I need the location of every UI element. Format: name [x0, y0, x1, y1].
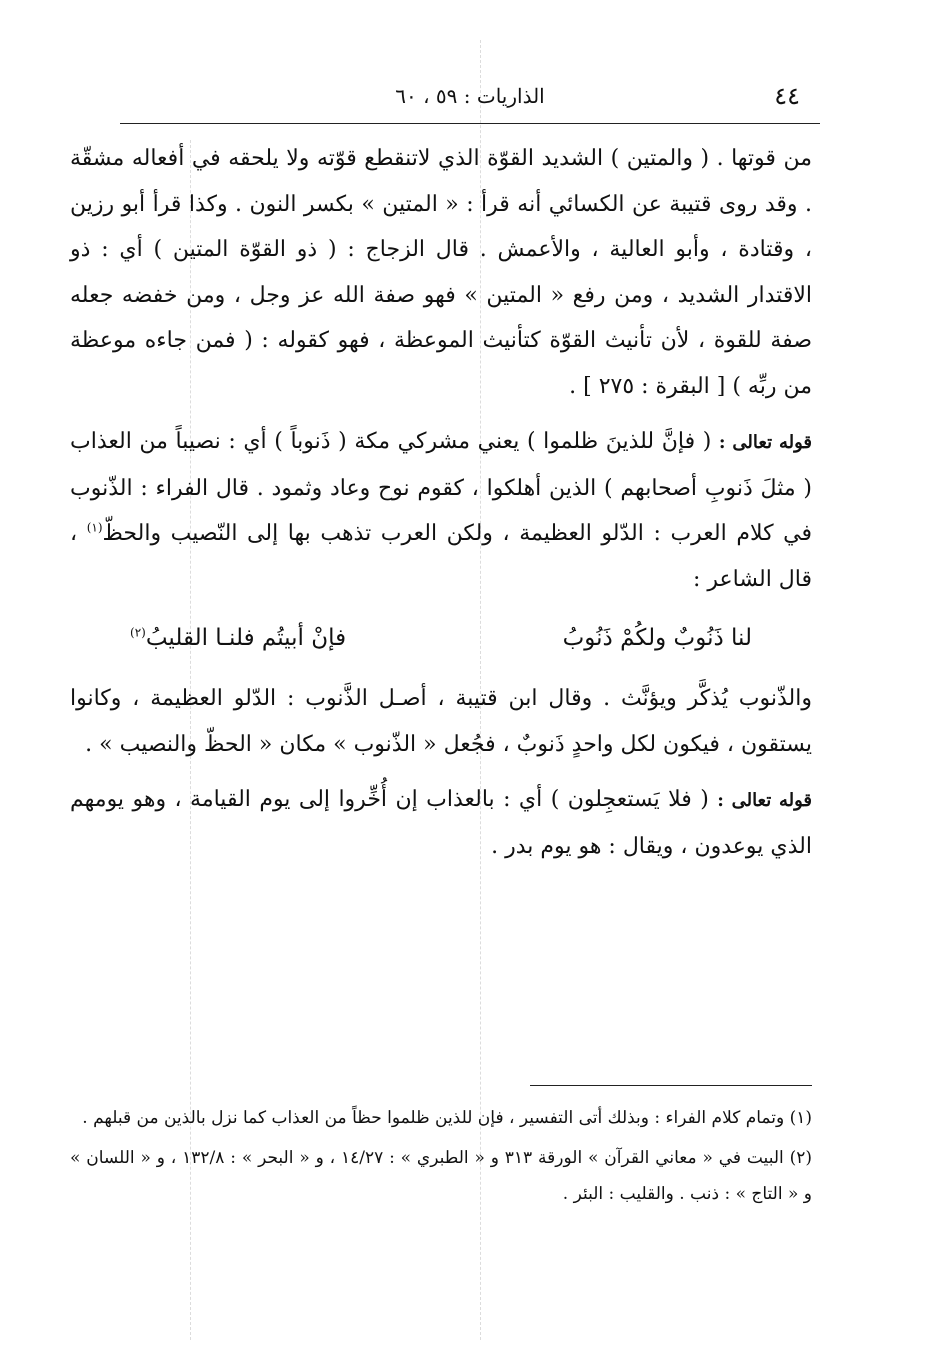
poetry-verse — [70, 608, 812, 668]
paragraph-text: والذّنوب يُذكَّر ويؤنَّث . وقال ابن قتيبة ، أصـل الذَّنوب : الدّلو العظيمة ، وكانوا يستقون ، فيكون لكل واحدٍ ذَنوبٌ ، فجُعل « الذّنوب » مكان « الحظّ والنصيب » . — [70, 686, 812, 757]
paragraph-text: ( فلا يَستعجِلون ) أي : بالعذاب إن أُخِّروا إلى يوم القيامة ، وهو يومهم الذي يوعدون ، ويقال : هو يوم بدر . — [70, 787, 812, 859]
paragraph-text: ( فإنَّ للذينَ ظلموا ) يعني مشركي مكة ( ذَنوباً ) أي : نصيباً من العذاب ( مثلَ ذَنوبِ أصحابهم ) الذين أهلكوا ، كقوم نوح وعاد وثمود . قال الفراء : الذّنوب في كلام العرب : الدّلو العظيمة ، ولكن العرب تذهب بها إلى النّصيب والحظّ — [70, 429, 812, 546]
header-divider — [120, 123, 820, 124]
paragraph-gap — [70, 767, 812, 777]
verse-second-hemistich — [130, 608, 346, 668]
footnotes — [70, 1100, 812, 1216]
paragraph-text: ، قال الشاعر : — [70, 521, 812, 592]
paragraph — [70, 777, 812, 869]
footnote: (١) وتمام كلام الفراء : وبذلك أتى التفسير ، فإن للذين ظلموا حظاً من العذاب كما نزل بالذين من قبلهم . — [82, 1108, 812, 1128]
paragraph — [70, 676, 812, 767]
paragraph — [70, 136, 812, 409]
main-text — [70, 136, 812, 869]
paragraph — [70, 419, 812, 602]
footnote-divider — [530, 1085, 812, 1086]
paragraph-lead: قوله تعالى : — [717, 790, 812, 811]
footnote-ref: (٢) — [130, 625, 146, 640]
verse-text: فإنْ أبيتُم فلنـا القليبُ — [145, 625, 347, 651]
footnote: (٢) البيت في « معاني القرآن » الورقة ٣١٣ و « الطبري » : ١٤/٢٧ ، و « البحر » : ١٣٢/٨ ، و « اللسان » و « التاج » : ذنب . والقليب : البئر . — [70, 1148, 812, 1204]
verse-first-hemistich: لنا ذَنُوبٌ ولكُمْ ذَنُوبُ — [562, 625, 752, 651]
paragraph-gap — [70, 409, 812, 419]
footnote-ref: (١) — [86, 520, 103, 535]
paragraph-lead: قوله تعالى : — [718, 432, 813, 453]
running-title: الذاريات : ٥٩ ، ٦٠ — [395, 84, 545, 108]
page-header — [120, 78, 820, 118]
paragraph-text: من قوتها . ( والمتين ) الشديد القوّة الذي لاتنقطع قوّته ولا يلحقه في أفعاله مشقّة . وقد روى قتيبة عن الكسائي أنه قرأ : « المتين » بكسر النون . وكذا قرأ أبو رزين ، وقتادة ، وأبو العالية ، والأعمش . قال الزجاج : ( ذو القوّة المتين ) أي : ذو الاقتدار الشديد ، ومن رفع « المتين » فهو صفة الله عز وجل ، ومن خفضه جعله صفة للقوة ، لأن تأنيث القوّة كتأنيث الموعظة ، فهو كقوله : ( فمن جاءه موعظة من ربِّه ) [ البقرة : ٢٧٥ ] . — [70, 146, 812, 399]
page-number: ٤٤ — [774, 82, 800, 110]
